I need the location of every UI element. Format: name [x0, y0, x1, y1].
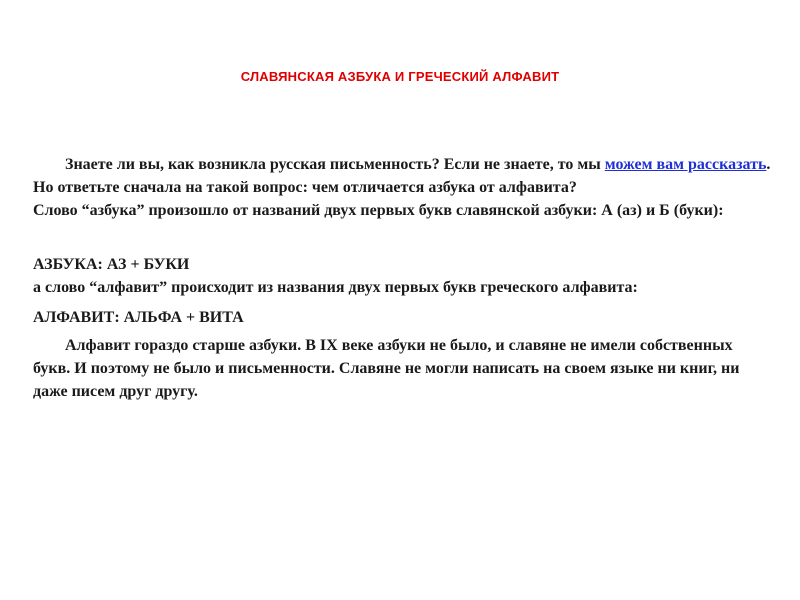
- closing-paragraph-text: Алфавит гораздо старше азбуки. В IX веке азбуки не было, и славяне не имели собственных букв. И поэтому не было и письменности. Славяне не могли написать на своем языке ни книг, ни даже писем друг другу.: [33, 337, 740, 400]
- closing-paragraph: [33, 334, 773, 403]
- slide-content: [33, 153, 773, 403]
- spacer: [33, 299, 773, 306]
- alphabet-sentence: а слово “алфавит” происходит из названия двух первых букв греческого алфавита:: [33, 279, 638, 296]
- azbuka-formula: АЗБУКА: АЗ + БУКИ: [33, 256, 190, 273]
- intro-text-after-link: . Но ответьте сначала на такой вопрос: чем отличается азбука от алфавита?: [33, 156, 771, 196]
- origin-sentence: Слово “азбука” произошло от названий двух первых букв славянской азбуки: А (аз) и Б (буки):: [33, 202, 724, 219]
- spacer: [33, 222, 773, 253]
- intro-text-before-link: Знаете ли вы, как возникла русская письменность? Если не знаете, то мы: [65, 156, 605, 173]
- tell-you-link[interactable]: можем вам рассказать: [604, 156, 767, 173]
- slide-title: СЛАВЯНСКАЯ АЗБУКА И ГРЕЧЕСКИЙ АЛФАВИТ: [240, 69, 560, 84]
- alphabet-formula: АЛФАВИТ: АЛЬФА + ВИТА: [33, 309, 244, 326]
- intro-paragraph: [33, 153, 773, 199]
